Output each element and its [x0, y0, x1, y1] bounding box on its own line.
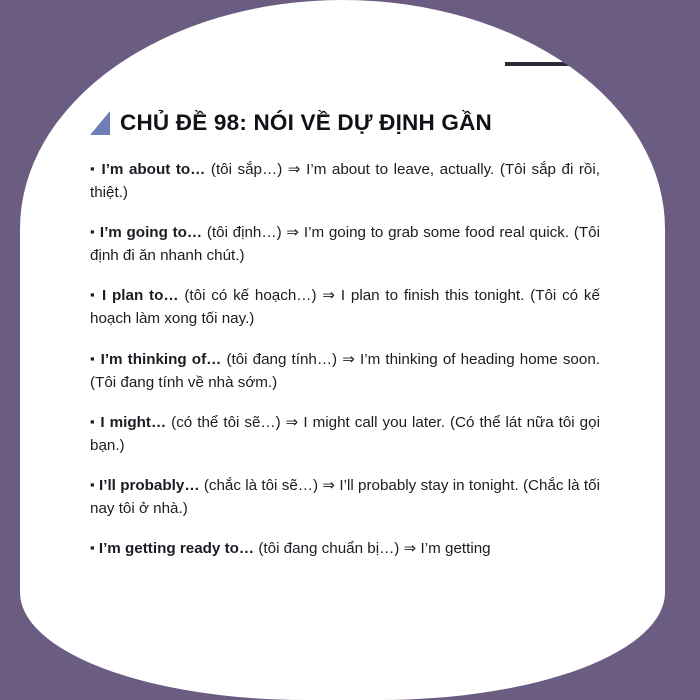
list-item — [90, 221, 600, 267]
phrase-lead: I’ll probably… — [99, 476, 200, 494]
phrase-example: I’m about to leave, actually. — [306, 161, 495, 178]
bullet-icon: ▪ — [90, 161, 96, 176]
bullet-icon: ▪ — [90, 540, 95, 556]
arrow-icon: ⇒ — [403, 540, 417, 558]
phrase-example: I plan to finish this tonight. — [340, 287, 525, 305]
phrase-translation: (Tôi sắp đi rồi, thiệt.) — [90, 161, 600, 202]
content-card — [20, 0, 665, 700]
phrase-translation: (Tôi định đi ăn nhanh chút.) — [90, 224, 600, 265]
phrase-translation: (Tôi đang tính về nhà sớm.) — [90, 373, 278, 391]
bullet-icon: ▪ — [90, 287, 97, 303]
bullet-icon: ▪ — [90, 350, 96, 366]
phrase-lead: I might… — [100, 413, 167, 431]
phrase-example: I’m going to grab some food real quick. — [303, 224, 570, 242]
arrow-icon: ⇒ — [285, 413, 299, 431]
list-item — [90, 411, 600, 457]
phrase-gloss: (chắc là tôi sẽ…) — [203, 476, 319, 494]
list-item — [90, 537, 600, 560]
card-content — [90, 110, 600, 577]
phrase-lead: I’m getting ready to… — [98, 540, 255, 558]
accent-bar — [505, 62, 653, 66]
phrase-translation: (Chắc là tối nay tôi ở nhà.) — [90, 476, 600, 518]
phrase-gloss: (có thể tôi sẽ…) — [171, 413, 281, 431]
phrase-gloss: (tôi sắp…) — [210, 161, 283, 178]
phrase-gloss: (tôi có kế hoạch…) — [184, 287, 317, 305]
triangle-marker-icon — [90, 111, 110, 135]
phrase-gloss: (tôi đang tính…) — [226, 350, 338, 368]
list-item — [90, 474, 600, 520]
page-title: CHỦ ĐỀ 98: NÓI VỀ DỰ ĐỊNH GẦN — [120, 110, 493, 135]
bullet-icon: ▪ — [90, 476, 95, 492]
list-item — [90, 348, 600, 394]
phrase-lead: I’m thinking of… — [100, 350, 222, 368]
arrow-icon: ⇒ — [322, 476, 336, 494]
arrow-icon: ⇒ — [286, 224, 300, 242]
phrase-lead: I’m going to… — [99, 224, 203, 242]
phrase-example: I’m thinking of heading home soon. — [360, 350, 600, 368]
title-row — [90, 110, 600, 136]
arrow-icon: ⇒ — [287, 161, 301, 178]
bullet-icon: ▪ — [90, 413, 96, 429]
list-item — [90, 284, 600, 330]
arrow-icon: ⇒ — [342, 350, 355, 368]
phrase-gloss: (tôi đang chuẩn bị…) — [258, 540, 400, 558]
phrase-example: I’ll probably stay in tonight. — [339, 476, 519, 494]
phrase-translation: (Có thể lát nữa tôi gọi bạn.) — [90, 413, 600, 454]
phrase-translation: (Tôi có kế hoạch làm xong tối nay.) — [90, 287, 600, 328]
arrow-icon: ⇒ — [322, 287, 336, 305]
phrase-example: I’m getting — [420, 540, 491, 558]
phrase-gloss: (tôi định…) — [206, 224, 282, 242]
phrase-lead: I’m about to… — [101, 161, 206, 178]
list-item — [90, 158, 600, 204]
phrase-lead: I plan to… — [101, 287, 179, 305]
bullet-icon: ▪ — [90, 224, 96, 240]
phrase-example: I might call you later. — [303, 413, 445, 431]
